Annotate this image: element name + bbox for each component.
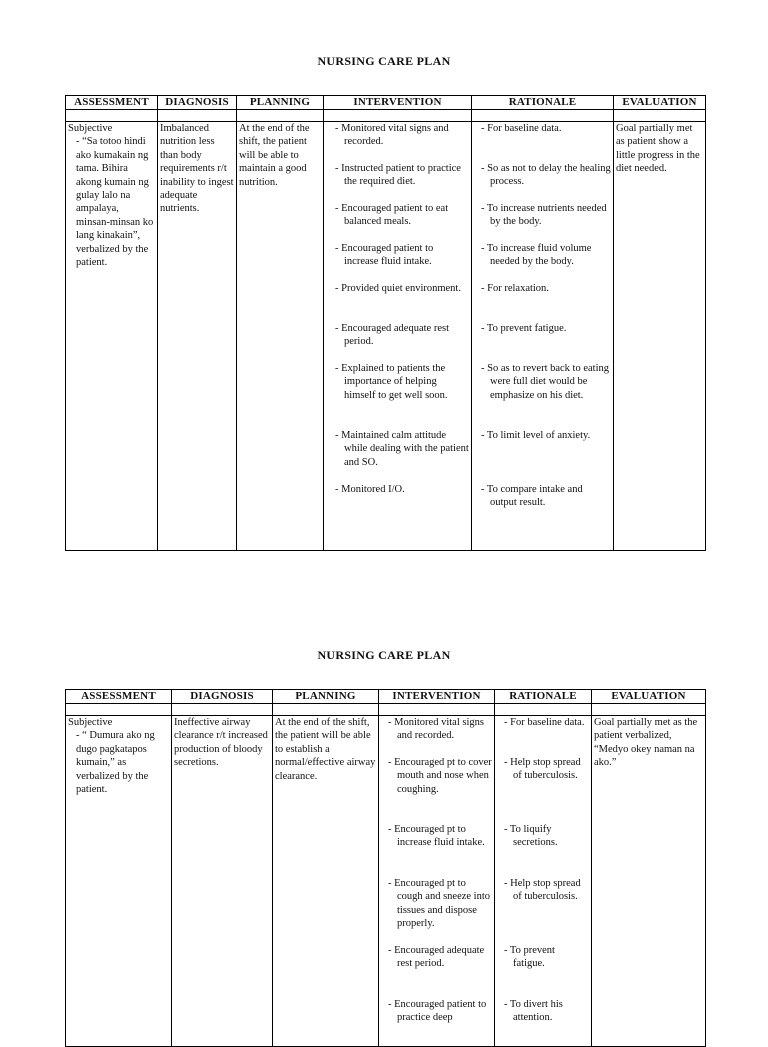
assessment-text: - “Sa totoo hindi ako kumakain ng tama. Bihira akong kumain ng gulay lalo na ampalaya, minsan-minsan ko lang kinakain”, verbalized by the patient. <box>76 136 154 269</box>
care-plan-title-1: NURSING CARE PLAN <box>317 54 451 68</box>
evaluation-text: Goal partially met as patient show a little progress in the diet needed. <box>616 123 700 175</box>
header-rationale: RATIONALE <box>472 96 614 110</box>
header-evaluation: EVALUATION <box>592 690 706 704</box>
assessment-label: Subjective <box>68 717 113 728</box>
intervention-item: - Encouraged patient to eat balanced meals. <box>335 203 449 228</box>
header-planning: PLANNING <box>237 96 324 110</box>
rationale-item: - For baseline data. <box>504 717 585 728</box>
table-header-row <box>66 96 706 110</box>
rationale-item: - To prevent fatigue. <box>504 945 555 970</box>
intervention-item: - Monitored vital signs and recorded. <box>335 123 449 148</box>
header-intervention: INTERVENTION <box>324 96 472 110</box>
intervention-cell <box>379 716 495 1047</box>
assessment-text: - “ Dumura ako ng dugo pagkatapos kumain,” as verbalized by the patient. <box>76 730 155 796</box>
rationale-item: - To liquify secretions. <box>504 824 558 849</box>
intervention-cell <box>324 122 472 551</box>
rationale-item: - So as to revert back to eating were full diet would be emphasize on his diet. <box>481 363 609 401</box>
header-diagnosis: DIAGNOSIS <box>158 96 237 110</box>
diagnosis-cell <box>172 716 273 1047</box>
rationale-item: - To prevent fatigue. <box>481 323 567 334</box>
header-evaluation: EVALUATION <box>614 96 706 110</box>
care-plan-table-1 <box>65 95 706 551</box>
care-plan-title-2: NURSING CARE PLAN <box>317 648 451 662</box>
intervention-item: - Encouraged pt to increase fluid intake. <box>388 824 485 849</box>
rationale-item: - To divert his attention. <box>504 999 563 1024</box>
planning-cell <box>273 716 379 1047</box>
assessment-label: Subjective <box>68 123 113 134</box>
care-plan-table-2 <box>65 689 706 1047</box>
rationale-item: - To limit level of anxiety. <box>481 430 591 441</box>
rationale-item: - To compare intake and output result. <box>481 484 583 509</box>
header-assessment: ASSESSMENT <box>66 96 158 110</box>
intervention-item: - Encouraged patient to practice deep <box>388 999 487 1024</box>
planning-text: At the end of the shift, the patient will be able to maintain a good nutrition. <box>239 123 310 188</box>
intervention-item: - Provided quiet environment. <box>335 283 461 294</box>
diagnosis-text: Ineffective airway clearance r/t increased production of bloody secretions. <box>174 717 268 769</box>
rationale-item: - Help stop spread of tuberculosis. <box>504 878 581 903</box>
rationale-item: - To increase fluid volume needed by the body. <box>481 243 592 268</box>
diagnosis-cell <box>158 122 237 551</box>
planning-cell <box>237 122 324 551</box>
header-rationale: RATIONALE <box>495 690 592 704</box>
rationale-item: - For relaxation. <box>481 283 549 294</box>
intervention-item: - Encouraged patient to increase fluid intake. <box>335 243 434 268</box>
header-diagnosis: DIAGNOSIS <box>172 690 273 704</box>
diagnosis-text: Imbalanced nutrition less than body requirements r/t inability to ingest adequate nutrients. <box>160 123 234 215</box>
table-header-row <box>66 690 706 704</box>
rationale-item: - So as not to delay the healing process. <box>481 163 611 188</box>
intervention-item: - Monitored vital signs and recorded. <box>388 717 484 742</box>
header-planning: PLANNING <box>273 690 379 704</box>
table-row <box>66 716 706 1047</box>
intervention-item: - Encouraged adequate rest period. <box>335 323 449 348</box>
header-assessment: ASSESSMENT <box>66 690 172 704</box>
rationale-item: - Help stop spread of tuberculosis. <box>504 757 581 782</box>
planning-text: At the end of the shift, the patient will be able to establish a normal/effective airway clearance. <box>275 717 376 782</box>
assessment-cell <box>66 122 158 551</box>
intervention-item: - Encouraged pt to cover mouth and nose when coughing. <box>388 757 492 795</box>
rationale-item: - To increase nutrients needed by the body. <box>481 203 607 228</box>
intervention-item: - Instructed patient to practice the required diet. <box>335 163 461 188</box>
evaluation-cell <box>614 122 706 551</box>
assessment-cell <box>66 716 172 1047</box>
rationale-item: - For baseline data. <box>481 123 562 134</box>
intervention-item: - Explained to patients the importance of helping himself to get well soon. <box>335 363 448 401</box>
rationale-cell <box>472 122 614 551</box>
evaluation-text: Goal partially met as the patient verbalized, “Medyo okey naman na ako.” <box>594 717 698 769</box>
intervention-item: - Maintained calm attitude while dealing with the patient and SO. <box>335 430 469 468</box>
header-intervention: INTERVENTION <box>379 690 495 704</box>
intervention-item: - Encouraged adequate rest period. <box>388 945 485 970</box>
evaluation-cell <box>592 716 706 1047</box>
intervention-item: - Encouraged pt to cough and sneeze into tissues and dispose properly. <box>388 878 491 930</box>
table-row <box>66 122 706 551</box>
rationale-cell <box>495 716 592 1047</box>
intervention-item: - Monitored I/O. <box>335 484 405 495</box>
